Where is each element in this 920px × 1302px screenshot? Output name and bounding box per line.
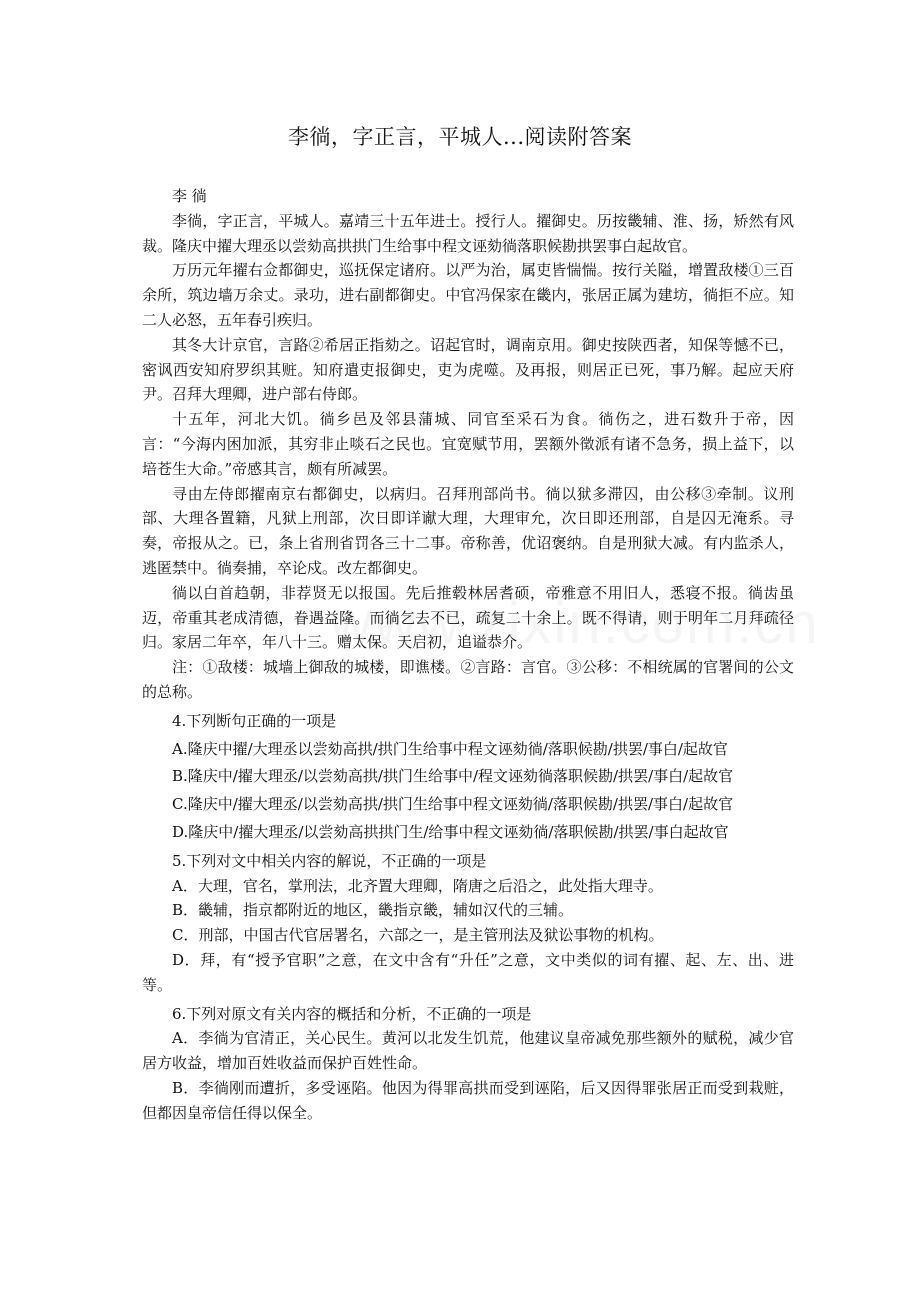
question-4-option-d: D.隆庆中/擢大理丞/以尝劾高拱拱门生/给事中程文诬劾徜/落职候勘/拱罢/事白起故官 xyxy=(172,822,729,841)
question-6-option-a: A．李徜为官清正，关心民生。黄河以北发生饥荒，他建议皇帝减免那些额外的赋税，减少官居方收益，增加百姓收益而保护百姓性命。 xyxy=(142,1029,794,1073)
passage-paragraph-4: 十五年，河北大饥。徜乡邑及邻县蒲城、同官至采石为食。徜伤之，进石数升于帝，因言：“今海内困加派，其穷非止啖石之民也。宜宽赋节用，罢额外徵派有诸不急务，损上益下，以培苍生大命。”帝感其言，颇有所减罢。 xyxy=(142,410,794,478)
document-body xyxy=(142,184,794,1125)
passage-paragraph-1: 李徜，字正言，平城人。嘉靖三十五年进士。授行人。擢御史。历按畿辅、淮、扬，矫然有风裁。隆庆中擢大理丞以尝劾高拱拱门生给事中程文诬劾徜落职候勘拱罢事白起故官。 xyxy=(142,211,794,255)
passage-notes: 注：①敌楼：城墙上御敌的城楼，即谯楼。②言路：言官。③公移：不相统属的官署间的公文的总称。 xyxy=(142,658,794,701)
question-5-option-d: D．拜，有“授予官职”之意，在文中含有“升任”之意，文中类似的词有擢、起、左、出、进等。 xyxy=(142,950,794,994)
passage-heading: 李 徜 xyxy=(172,187,207,205)
passage-paragraph-3: 其冬大计京官，言路②希居正指劾之。诏起官时，调南京用。御史按陕西者，知保等憾不已，密讽西安知府罗织其赃。知府遣吏报御史，吏为虎噬。及再报，则居正已死，事乃解。起应天府尹。召拜大理卿，进户部右侍郎。 xyxy=(142,335,794,404)
passage-paragraph-2: 万历元年擢右佥都御史，巡抚保定诸府。以严为治，属吏皆惴惴。按行关隘，增置敌楼①三百余所，筑边墙万余丈。录功，进右副都御史。中官冯保家在畿内，张居正属为建坊，徜拒不应。知二人必怒，五年春引疾归。 xyxy=(142,261,794,329)
question-6-option-b: B．李徜刚而遭折，多受诬陷。他因为得罪高拱而受到诬陷，后又因得罪张居正而受到栽赃，但都因皇帝信任得以保全。 xyxy=(142,1078,794,1122)
question-6-stem: 6.下列对原文有关内容的概括和分析，不正确的一项是 xyxy=(172,1004,532,1023)
question-5-stem: 5.下列对文中相关内容的解说，不正确的一项是 xyxy=(172,851,487,870)
question-4-option-a: A.隆庆中擢/大理丞以尝劾高拱/拱门生给事中程文诬劾徜/落职候勘/拱罢/事白/起故官 xyxy=(172,739,728,758)
question-4-option-c: C.隆庆中/擢大理丞/以尝劾高拱/拱门生给事中程文诬劾徜/落职候勘/拱罢/事白/起故官 xyxy=(172,795,734,814)
question-5-option-b: B．畿辅，指京都附近的地区，畿指京畿，辅如汉代的三辅。 xyxy=(172,901,574,920)
question-5-option-a: A．大理，官名，掌刑法，北齐置大理卿，隋唐之后沿之，此处指大理寺。 xyxy=(172,876,663,895)
document-title: 李徜，字正言，平城人...阅读附答案 xyxy=(287,125,633,149)
passage-paragraph-6: 徜以白首趋朝，非荐贤无以报国。先后推毂林居耆硕，帝雅意不用旧人，悉寝不报。徜齿虽迈，帝重其老成清德，眷遇益隆。而徜乞去不已，疏复二十余上。既不得请，则于明年二月拜疏径归。家居二年卒，年八十三。赠太保。天启初，追谥恭介。 xyxy=(142,583,794,652)
question-5-option-c: C．刑部，中国古代官居署名，六部之一，是主管刑法及狱讼事物的机构。 xyxy=(172,926,664,945)
question-4-stem: 4.下列断句正确的一项是 xyxy=(172,711,337,730)
question-4-option-b: B.隆庆中/擢大理丞/以尝劾高拱/拱门生给事中/程文诬劾徜落职候勘/拱罢/事白/起故官 xyxy=(172,767,734,786)
passage-paragraph-5: 寻由左侍郎擢南京右都御史，以病归。召拜刑部尚书。徜以狱多滞囚，由公移③牵制。议刑部、大理各置籍，凡狱上刑部，次日即详谳大理，大理审允，次日即还刑部，自是囚无淹系。寻奏，帝报从之。已，条上省刑省罚各三十二事。帝称善，优诏褒纳。自是刑狱大减。有内监杀人，逃匿禁中。徜奏捕，卒论戍。改左都御史。 xyxy=(142,484,794,577)
